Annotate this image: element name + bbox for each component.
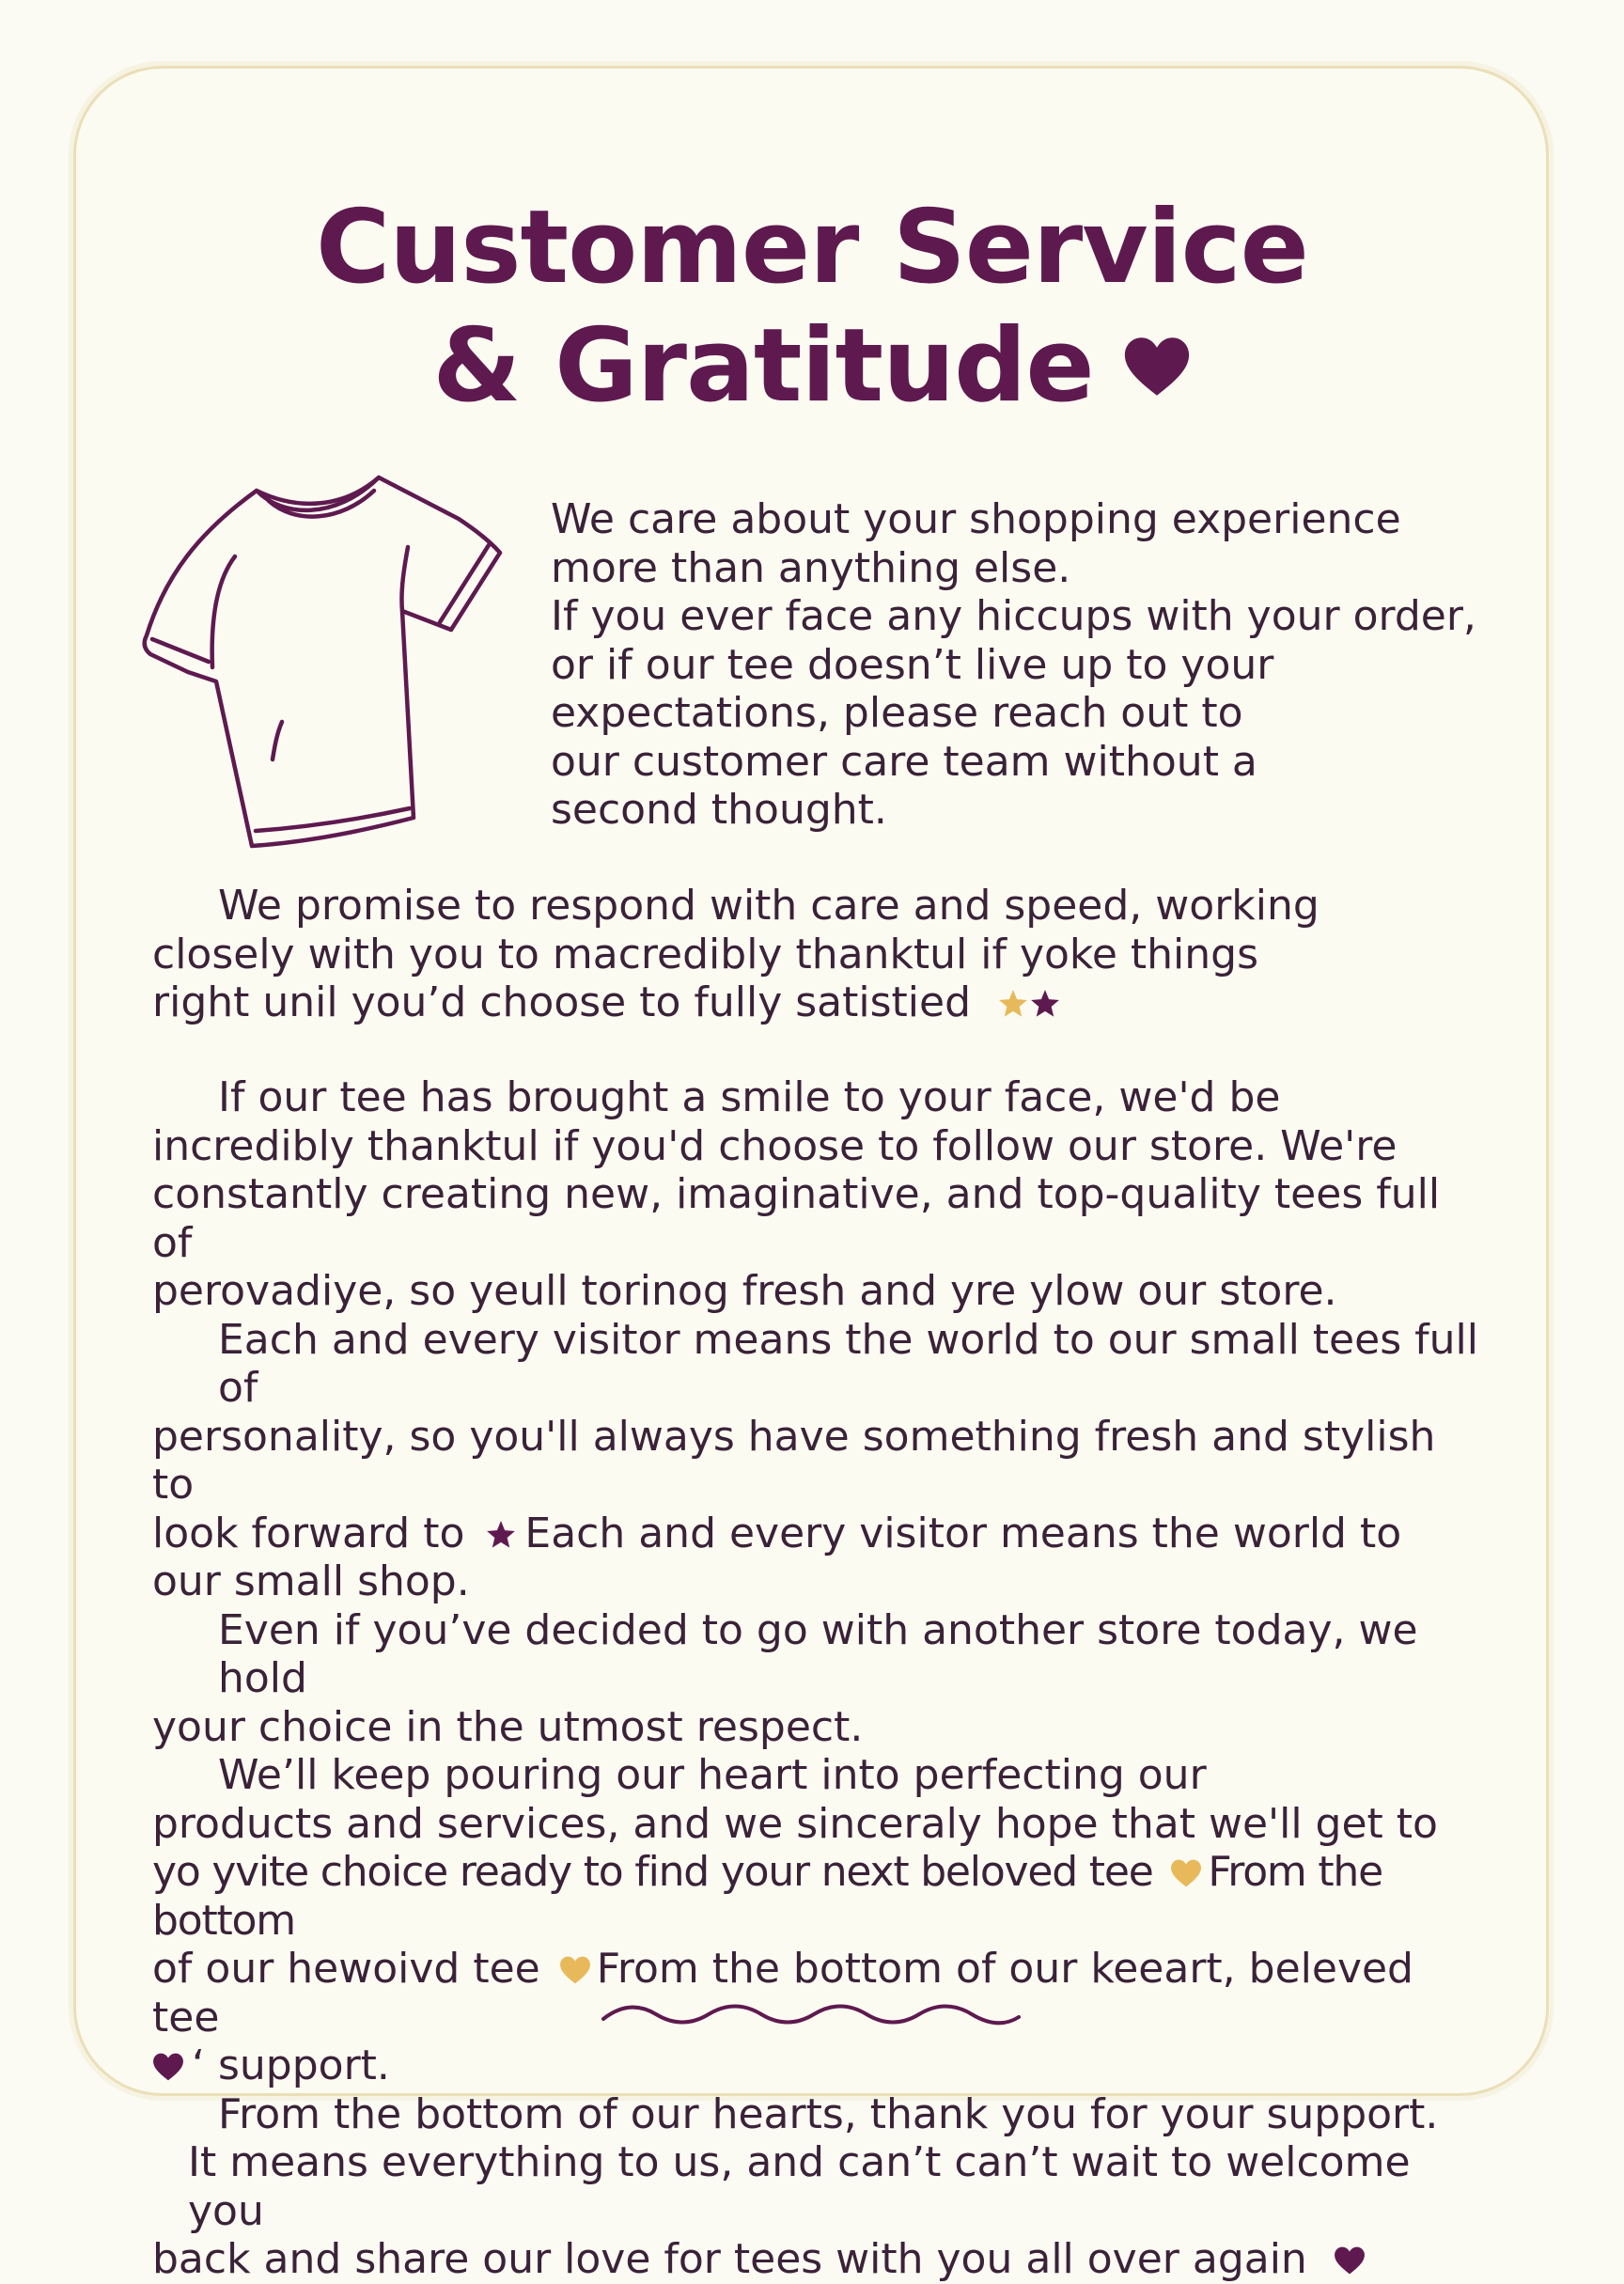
- text-line: closely with you to macredibly thanktul if yoke things: [152, 930, 1258, 978]
- heart-icon: [152, 2051, 184, 2083]
- text-line: If you ever face any hiccups with your order,: [551, 592, 1476, 640]
- page-title-line2-text: & Gratitude: [432, 307, 1094, 425]
- text-line: [152, 2042, 1487, 2090]
- heart-icon: [1122, 336, 1192, 398]
- text-line: incredibly thanktul if you'd choose to follow our store. We're: [152, 1121, 1398, 1170]
- text-line: [152, 1510, 1487, 1558]
- page-title-line1: Customer Service: [316, 189, 1308, 306]
- text-line-content: From the bottom: [152, 1848, 1382, 1945]
- text-line-content: right unil you’d choose to fully satistied: [152, 978, 971, 1026]
- text-line: our small shop.: [152, 1557, 470, 1605]
- text-line: our customer care team without a: [551, 737, 1257, 786]
- text-line-content: yo yvite choice ready to find your next beloved tee: [152, 1848, 1153, 1896]
- follow-paragraph: [152, 1073, 1487, 2284]
- star-icon: [485, 1519, 517, 1551]
- text-line: products and services, and we sinceraly hope that we'll get to: [152, 1799, 1438, 1848]
- gold-heart-icon: [559, 1954, 591, 1986]
- promise-paragraph: [152, 882, 1487, 1027]
- page-title-line2: [0, 306, 1624, 427]
- text-line-content: ‘ support.: [192, 2042, 390, 2089]
- text-line: It means everything to us, and can’t can’t wait to welcome you: [188, 2138, 1411, 2235]
- text-line-content: Each and every visitor means the world to: [524, 1509, 1402, 1557]
- text-line: If our tee has brought a smile to your face, we'd be: [218, 1073, 1281, 1121]
- gold-heart-icon: [1170, 1857, 1202, 1889]
- text-line: [152, 1848, 1487, 1945]
- gold-star-icon: [997, 988, 1029, 1020]
- text-line: Even if you’ve decided to go with another store today, we hold: [218, 1605, 1418, 1702]
- text-line: Each and every visitor means the world to our small tees full of: [218, 1315, 1478, 1412]
- text-line-content: From the bottom of our keeart, beleved tee: [152, 1945, 1413, 2042]
- text-line: expectations, please reach out to: [551, 689, 1243, 737]
- text-line: or if our tee doesn’t live up to your: [551, 640, 1274, 689]
- intro-paragraph: [551, 495, 1481, 835]
- text-line: From the bottom of our hearts, thank you for your support.: [218, 2089, 1439, 2138]
- text-line: [152, 2235, 1487, 2284]
- text-line: We promise to respond with care and speed, working: [218, 882, 1320, 930]
- text-line: We care about your shopping experience: [551, 495, 1401, 543]
- text-line: constantly creating new, imaginative, and top-quality tees full of: [152, 1170, 1441, 1267]
- text-line: [152, 978, 1487, 1027]
- text-line: second thought.: [551, 786, 887, 834]
- text-line-content: look forward to: [152, 1509, 465, 1557]
- star-icon: [1029, 988, 1061, 1020]
- text-line-content: of our hewoivd tee: [152, 1945, 540, 1993]
- text-line-content: back and share our love for tees with you all over again: [152, 2235, 1307, 2283]
- text-line: personality, so you'll always have something fresh and stylish to: [152, 1412, 1436, 1509]
- wave-divider-icon: [598, 1991, 1024, 2038]
- text-line: more than anything else.: [551, 543, 1071, 592]
- text-line: We’ll keep pouring our heart into perfecting our: [218, 1751, 1207, 1799]
- text-line: perovadiye, so yeull torinog fresh and yre ylow our store.: [152, 1267, 1337, 1315]
- tshirt-icon: [139, 470, 508, 852]
- text-line: your choice in the utmost respect.: [152, 1702, 864, 1751]
- heart-icon: [1334, 2245, 1366, 2276]
